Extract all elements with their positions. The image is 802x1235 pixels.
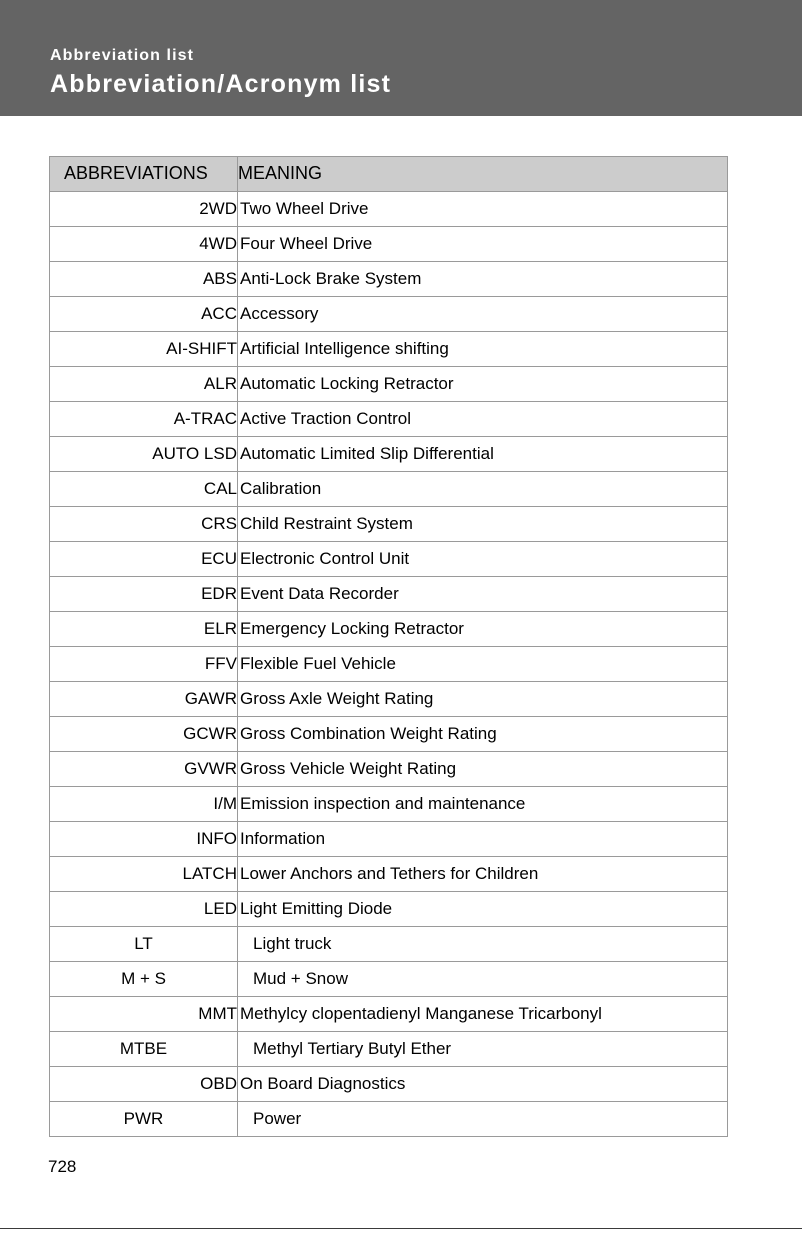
cell-abbreviation bbox=[50, 577, 238, 612]
column-header-abbreviations bbox=[50, 157, 238, 192]
table-row bbox=[50, 1102, 728, 1137]
table-row bbox=[50, 612, 728, 647]
meaning-text: Electronic Control Unit bbox=[240, 548, 410, 568]
meaning-text: Mud + Snow bbox=[253, 968, 348, 988]
table-row bbox=[50, 997, 728, 1032]
abbreviation-text: GCWR bbox=[183, 723, 237, 743]
table-row bbox=[50, 192, 728, 227]
table-row bbox=[50, 857, 728, 892]
cell-meaning bbox=[238, 367, 728, 402]
abbreviation-text: AI-SHIFT bbox=[166, 338, 237, 358]
table-row bbox=[50, 1032, 728, 1067]
meaning-text: Calibration bbox=[240, 478, 322, 498]
cell-meaning bbox=[238, 962, 728, 997]
meaning-text: Emission inspection and maintenance bbox=[240, 793, 526, 813]
table-row bbox=[50, 752, 728, 787]
abbreviation-text: AUTO LSD bbox=[152, 443, 237, 463]
table-row bbox=[50, 927, 728, 962]
cell-abbreviation bbox=[50, 997, 238, 1032]
table-row bbox=[50, 542, 728, 577]
cell-meaning bbox=[238, 402, 728, 437]
abbreviation-text: ELR bbox=[203, 618, 237, 638]
cell-abbreviation bbox=[50, 682, 238, 717]
cell-meaning bbox=[238, 612, 728, 647]
abbreviation-table bbox=[49, 156, 728, 1137]
meaning-text: Child Restraint System bbox=[240, 513, 413, 533]
abbreviation-text: ALR bbox=[203, 373, 237, 393]
cell-abbreviation bbox=[50, 962, 238, 997]
abbreviation-text: CAL bbox=[203, 478, 237, 498]
cell-meaning bbox=[238, 682, 728, 717]
cell-meaning bbox=[238, 507, 728, 542]
meaning-text: Light truck bbox=[253, 933, 332, 953]
abbreviation-text: ACC bbox=[201, 303, 237, 323]
cell-abbreviation bbox=[50, 192, 238, 227]
abbreviation-text: GAWR bbox=[184, 688, 237, 708]
meaning-text: Artificial Intelligence shifting bbox=[240, 338, 449, 358]
meaning-text: Active Traction Control bbox=[240, 408, 412, 428]
page-bottom-rule bbox=[0, 1228, 802, 1229]
table-row bbox=[50, 717, 728, 752]
cell-meaning bbox=[238, 752, 728, 787]
abbreviation-text: M + S bbox=[121, 968, 166, 988]
table-row bbox=[50, 647, 728, 682]
meaning-text: Light Emitting Diode bbox=[240, 898, 393, 918]
cell-meaning bbox=[238, 647, 728, 682]
cell-meaning bbox=[238, 1032, 728, 1067]
cell-abbreviation bbox=[50, 437, 238, 472]
cell-meaning bbox=[238, 262, 728, 297]
cell-abbreviation bbox=[50, 787, 238, 822]
cell-meaning bbox=[238, 892, 728, 927]
table-row bbox=[50, 227, 728, 262]
cell-abbreviation bbox=[50, 262, 238, 297]
abbreviation-text: PWR bbox=[123, 1108, 164, 1128]
cell-abbreviation bbox=[50, 507, 238, 542]
cell-meaning bbox=[238, 332, 728, 367]
meaning-text: On Board Diagnostics bbox=[240, 1073, 406, 1093]
abbreviation-text: OBD bbox=[200, 1073, 237, 1093]
meaning-text: Four Wheel Drive bbox=[240, 233, 373, 253]
cell-meaning bbox=[238, 927, 728, 962]
meaning-text: Event Data Recorder bbox=[240, 583, 399, 603]
meaning-text: Accessory bbox=[240, 303, 319, 323]
cell-meaning bbox=[238, 542, 728, 577]
meaning-text: Gross Combination Weight Rating bbox=[240, 723, 497, 743]
cell-meaning bbox=[238, 822, 728, 857]
cell-abbreviation bbox=[50, 752, 238, 787]
abbreviation-text: ABS bbox=[202, 268, 237, 288]
cell-abbreviation bbox=[50, 1102, 238, 1137]
table-row bbox=[50, 297, 728, 332]
cell-abbreviation bbox=[50, 297, 238, 332]
abbreviation-text: GVWR bbox=[184, 758, 237, 778]
page-title: Abbreviation/Acronym list bbox=[50, 70, 392, 98]
cell-abbreviation bbox=[50, 227, 238, 262]
cell-abbreviation bbox=[50, 402, 238, 437]
meaning-text: Automatic Locking Retractor bbox=[240, 373, 454, 393]
cell-abbreviation bbox=[50, 857, 238, 892]
cell-meaning bbox=[238, 577, 728, 612]
meaning-text: Two Wheel Drive bbox=[240, 198, 369, 218]
table-row bbox=[50, 822, 728, 857]
table-row bbox=[50, 1067, 728, 1102]
meaning-text: Flexible Fuel Vehicle bbox=[240, 653, 396, 673]
table-row bbox=[50, 507, 728, 542]
cell-meaning bbox=[238, 787, 728, 822]
table-row bbox=[50, 402, 728, 437]
cell-abbreviation bbox=[50, 892, 238, 927]
cell-abbreviation bbox=[50, 542, 238, 577]
cell-abbreviation bbox=[50, 612, 238, 647]
cell-meaning bbox=[238, 192, 728, 227]
cell-abbreviation bbox=[50, 822, 238, 857]
cell-meaning bbox=[238, 717, 728, 752]
meaning-text: Anti-Lock Brake System bbox=[240, 268, 422, 288]
cell-meaning bbox=[238, 857, 728, 892]
cell-meaning bbox=[238, 297, 728, 332]
table-row bbox=[50, 787, 728, 822]
table-row bbox=[50, 437, 728, 472]
abbreviation-text: CRS bbox=[201, 513, 237, 533]
table-row bbox=[50, 367, 728, 402]
abbreviation-text: I/M bbox=[213, 793, 237, 813]
table-header-row bbox=[50, 157, 728, 192]
meaning-text: Emergency Locking Retractor bbox=[240, 618, 464, 638]
abbreviation-text: MMT bbox=[198, 1003, 237, 1023]
cell-meaning bbox=[238, 997, 728, 1032]
abbreviation-text: 2WD bbox=[199, 198, 237, 218]
cell-abbreviation bbox=[50, 1032, 238, 1067]
table-row bbox=[50, 682, 728, 717]
table-row bbox=[50, 577, 728, 612]
cell-abbreviation bbox=[50, 332, 238, 367]
meaning-text: Information bbox=[240, 828, 326, 848]
page-header-eyebrow: Abbreviation list bbox=[50, 47, 195, 64]
cell-meaning bbox=[238, 437, 728, 472]
table-row bbox=[50, 892, 728, 927]
column-header-meaning bbox=[238, 157, 728, 192]
abbreviation-text: LT bbox=[134, 933, 153, 953]
cell-meaning bbox=[238, 1102, 728, 1137]
table-row bbox=[50, 962, 728, 997]
meaning-text: Automatic Limited Slip Differential bbox=[240, 443, 494, 463]
column-header-abbreviations-label: ABBREVIATIONS bbox=[64, 163, 208, 184]
cell-abbreviation bbox=[50, 717, 238, 752]
meaning-text: Methylcy clopentadienyl Manganese Tricarbonyl bbox=[240, 1003, 602, 1023]
abbreviation-text: LATCH bbox=[182, 863, 237, 883]
abbreviation-text: MTBE bbox=[119, 1038, 168, 1058]
meaning-text: Power bbox=[253, 1108, 302, 1128]
abbreviation-text: A-TRAC bbox=[173, 408, 237, 428]
cell-abbreviation bbox=[50, 927, 238, 962]
table-row bbox=[50, 472, 728, 507]
table-row bbox=[50, 332, 728, 367]
meaning-text: Lower Anchors and Tethers for Children bbox=[240, 863, 539, 883]
cell-abbreviation bbox=[50, 367, 238, 402]
cell-abbreviation bbox=[50, 647, 238, 682]
table-row bbox=[50, 262, 728, 297]
abbreviation-text: ECU bbox=[201, 548, 237, 568]
cell-meaning bbox=[238, 472, 728, 507]
cell-meaning bbox=[238, 227, 728, 262]
column-header-meaning-label: MEANING bbox=[238, 163, 323, 184]
abbreviation-text: EDR bbox=[201, 583, 237, 603]
meaning-text: Gross Axle Weight Rating bbox=[240, 688, 434, 708]
cell-abbreviation bbox=[50, 1067, 238, 1102]
meaning-text: Methyl Tertiary Butyl Ether bbox=[253, 1038, 452, 1058]
abbreviation-text: 4WD bbox=[199, 233, 237, 253]
cell-meaning bbox=[238, 1067, 728, 1102]
abbreviation-table-body bbox=[50, 157, 728, 1137]
abbreviation-text: LED bbox=[203, 898, 237, 918]
cell-abbreviation bbox=[50, 472, 238, 507]
page-number: 728 bbox=[48, 1157, 77, 1176]
meaning-text: Gross Vehicle Weight Rating bbox=[240, 758, 457, 778]
abbreviation-text: FFV bbox=[204, 653, 237, 673]
abbreviation-text: INFO bbox=[196, 828, 237, 848]
page-header-band bbox=[0, 0, 802, 116]
